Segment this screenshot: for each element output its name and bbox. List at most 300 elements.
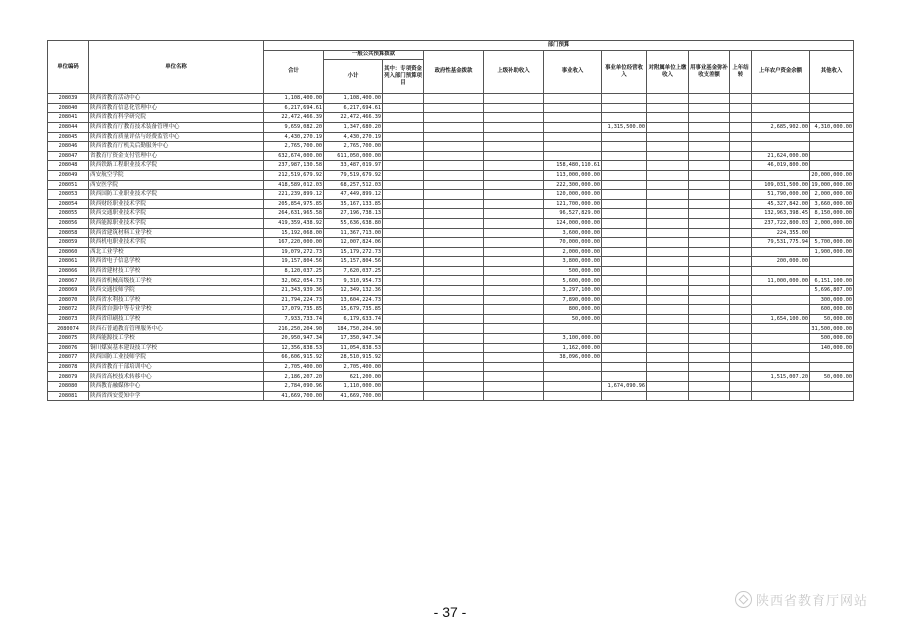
cell-total: 632,674,000.00 [264,151,324,161]
cell-career-income [544,391,602,401]
cell-unit-code: 208053 [48,190,89,200]
cell-subtotal: 621,200.00 [324,372,383,382]
cell-total: 1,108,400.00 [264,94,324,104]
cell-last-year-funds [752,94,810,104]
cell-career-operating [602,94,647,104]
cell-total: 41,669,700.00 [264,391,324,401]
cell-career-income [544,362,602,372]
cell-superior-subsidy [484,209,544,219]
cell-last-year-funds: 11,000,000.00 [752,276,810,286]
cell-unit-code: 208041 [48,113,89,123]
cell-special [383,247,424,257]
cell-last-year-funds [752,266,810,276]
cell-fund-subsidy [689,257,730,267]
cell-unit-name: 陕西省印刷技工学校 [89,314,264,324]
cell-unit-name: 陕西省机械高级技工学校 [89,276,264,286]
table-row [48,362,854,372]
cell-affiliate-income [647,94,689,104]
cell-career-operating [602,132,647,142]
cell-unit-name: 陕西省水利技工学校 [89,295,264,305]
cell-carryover [730,228,752,238]
cell-gov-fund [424,305,484,315]
cell-career-income: 120,000,000.00 [544,190,602,200]
cell-special [383,266,424,276]
cell-carryover [730,391,752,401]
cell-unit-code: 208046 [48,142,89,152]
cell-affiliate-income [647,142,689,152]
cell-other-income: 8,150,000.00 [810,209,854,219]
cell-unit-name: 陕西省教育干部培训中心 [89,362,264,372]
table-row [48,257,854,267]
cell-affiliate-income [647,334,689,344]
cell-last-year-funds [752,391,810,401]
cell-other-income [810,391,854,401]
cell-total: 2,186,207.20 [264,372,324,382]
table-row [48,94,854,104]
cell-superior-subsidy [484,170,544,180]
cell-fund-subsidy [689,314,730,324]
cell-career-operating [602,142,647,152]
cell-special [383,391,424,401]
cell-total: 4,430,270.19 [264,132,324,142]
cell-fund-subsidy [689,353,730,363]
cell-fund-subsidy [689,372,730,382]
cell-other-income [810,94,854,104]
cell-other-income: 500,000.00 [810,334,854,344]
cell-special [383,218,424,228]
cell-other-income [810,142,854,152]
table-row [48,142,854,152]
cell-unit-name: 西安医学院 [89,180,264,190]
cell-affiliate-income [647,257,689,267]
cell-career-income: 113,000,000.00 [544,170,602,180]
cell-special [383,190,424,200]
cell-unit-code: 208079 [48,372,89,382]
cell-carryover [730,103,752,113]
cell-unit-code: 2080074 [48,324,89,334]
cell-affiliate-income [647,132,689,142]
cell-last-year-funds [752,170,810,180]
cell-subtotal: 1,110,000.00 [324,382,383,392]
cell-total: 21,343,939.36 [264,286,324,296]
cell-superior-subsidy [484,343,544,353]
cell-subtotal: 27,196,738.13 [324,209,383,219]
cell-unit-name: 陕西省自强中等专业学校 [89,305,264,315]
cell-subtotal: 2,765,700.00 [324,142,383,152]
cell-last-year-funds [752,343,810,353]
cell-career-operating [602,180,647,190]
cell-career-income: 96,527,829.00 [544,209,602,219]
cell-fund-subsidy [689,228,730,238]
cell-other-income: 3,660,000.00 [810,199,854,209]
cell-fund-subsidy [689,266,730,276]
cell-superior-subsidy [484,132,544,142]
cell-affiliate-income [647,113,689,123]
cell-total: 212,519,679.92 [264,170,324,180]
cell-carryover [730,113,752,123]
cell-subtotal: 9,310,954.73 [324,276,383,286]
cell-carryover [730,190,752,200]
cell-last-year-funds: 109,031,500.00 [752,180,810,190]
cell-career-income: 50,000.00 [544,314,602,324]
cell-carryover [730,142,752,152]
cell-career-operating [602,276,647,286]
cell-carryover [730,382,752,392]
cell-unit-name: 陕西能源职业技术学院 [89,218,264,228]
cell-subtotal: 41,669,700.00 [324,391,383,401]
table-row [48,238,854,248]
header-other-income: 其他收入 [810,50,854,94]
cell-special [383,372,424,382]
cell-subtotal: 12,349,132.36 [324,286,383,296]
cell-total: 22,472,466.39 [264,113,324,123]
cell-carryover [730,132,752,142]
table-row [48,334,854,344]
cell-subtotal: 15,157,804.56 [324,257,383,267]
cell-other-income: 1,900,000.00 [810,247,854,257]
cell-subtotal: 35,167,133.85 [324,199,383,209]
cell-unit-code: 208061 [48,257,89,267]
cell-other-income: 5,696,807.00 [810,286,854,296]
cell-fund-subsidy [689,142,730,152]
cell-superior-subsidy [484,94,544,104]
cell-unit-code: 208059 [48,238,89,248]
header-career-operating: 事业单位经营收入 [602,50,647,94]
cell-unit-code: 208073 [48,314,89,324]
cell-superior-subsidy [484,266,544,276]
cell-affiliate-income [647,122,689,132]
cell-affiliate-income [647,324,689,334]
cell-unit-code: 208077 [48,353,89,363]
cell-subtotal: 11,367,713.00 [324,228,383,238]
cell-fund-subsidy [689,334,730,344]
cell-fund-subsidy [689,305,730,315]
cell-superior-subsidy [484,113,544,123]
cell-fund-subsidy [689,247,730,257]
cell-carryover [730,161,752,171]
table-row [48,103,854,113]
cell-superior-subsidy [484,142,544,152]
cell-last-year-funds: 224,355.00 [752,228,810,238]
cell-special [383,228,424,238]
cell-career-operating [602,391,647,401]
cell-other-income: 300,000.00 [810,295,854,305]
cell-subtotal: 17,350,947.34 [324,334,383,344]
cell-other-income: 5,700,000.00 [810,238,854,248]
cell-superior-subsidy [484,362,544,372]
cell-career-operating [602,247,647,257]
table-row [48,324,854,334]
table-row [48,113,854,123]
cell-fund-subsidy [689,190,730,200]
cell-unit-code: 208058 [48,228,89,238]
table-header [48,41,854,94]
table-row [48,353,854,363]
cell-career-operating [602,314,647,324]
cell-other-income: 600,000.00 [810,305,854,315]
cell-unit-name: 陕西财经职业技术学院 [89,199,264,209]
cell-career-operating [602,190,647,200]
cell-special [383,180,424,190]
cell-gov-fund [424,276,484,286]
cell-gov-fund [424,382,484,392]
cell-affiliate-income [647,180,689,190]
cell-fund-subsidy [689,180,730,190]
cell-special [383,94,424,104]
cell-career-income [544,372,602,382]
cell-fund-subsidy [689,324,730,334]
cell-last-year-funds [752,353,810,363]
cell-fund-subsidy [689,132,730,142]
cell-unit-name: 陕西省教育厅教育技术装备管理中心 [89,122,264,132]
cell-career-income: 3,600,000.00 [544,228,602,238]
cell-superior-subsidy [484,190,544,200]
cell-career-operating [602,199,647,209]
cell-last-year-funds: 51,790,000.00 [752,190,810,200]
cell-fund-subsidy [689,209,730,219]
cell-total: 8,120,037.25 [264,266,324,276]
cell-last-year-funds: 21,624,000.00 [752,151,810,161]
cell-affiliate-income [647,170,689,180]
header-total: 合计 [264,50,324,94]
cell-career-income [544,324,602,334]
cell-special [383,286,424,296]
cell-career-operating [602,218,647,228]
cell-gov-fund [424,391,484,401]
cell-carryover [730,314,752,324]
cell-special [383,151,424,161]
cell-unit-code: 208076 [48,343,89,353]
cell-career-income: 121,700,000.00 [544,199,602,209]
cell-other-income: 6,151,100.00 [810,276,854,286]
cell-gov-fund [424,122,484,132]
cell-career-operating [602,151,647,161]
cell-total: 20,950,947.34 [264,334,324,344]
cell-superior-subsidy [484,257,544,267]
cell-other-income: 50,000.00 [810,372,854,382]
cell-career-income: 222,300,000.00 [544,180,602,190]
cell-gov-fund [424,103,484,113]
cell-career-income: 800,000.00 [544,305,602,315]
cell-last-year-funds: 132,963,398.45 [752,209,810,219]
cell-last-year-funds [752,286,810,296]
cell-other-income [810,257,854,267]
cell-career-operating [602,353,647,363]
cell-superior-subsidy [484,199,544,209]
cell-total: 205,854,975.85 [264,199,324,209]
table-row [48,190,854,200]
cell-gov-fund [424,199,484,209]
header-special-item: 其中：专项资金列入部门预算项目 [383,60,424,94]
cell-career-income: 3,297,100.00 [544,286,602,296]
cell-career-operating [602,161,647,171]
cell-unit-code: 208047 [48,151,89,161]
table-row [48,170,854,180]
cell-carryover [730,343,752,353]
cell-subtotal: 79,519,679.92 [324,170,383,180]
cell-affiliate-income [647,266,689,276]
cell-gov-fund [424,343,484,353]
cell-unit-name: 陕西省教育活动中心 [89,94,264,104]
cell-special [383,305,424,315]
cell-career-income: 38,096,000.00 [544,353,602,363]
cell-affiliate-income [647,295,689,305]
cell-total: 418,589,012.03 [264,180,324,190]
cell-fund-subsidy [689,295,730,305]
cell-other-income [810,161,854,171]
cell-subtotal: 11,054,838.53 [324,343,383,353]
cell-affiliate-income [647,161,689,171]
cell-unit-code: 208067 [48,276,89,286]
cell-superior-subsidy [484,295,544,305]
cell-unit-name: 陕西铁路工程职业技术学院 [89,161,264,171]
cell-carryover [730,247,752,257]
cell-fund-subsidy [689,276,730,286]
cell-unit-code: 208051 [48,180,89,190]
cell-other-income [810,151,854,161]
cell-unit-name: 陕西省教育信息化管理中心 [89,103,264,113]
cell-unit-name: 铜川煤炭基本建设技工学校 [89,343,264,353]
cell-career-income: 5,600,000.00 [544,276,602,286]
cell-last-year-funds [752,132,810,142]
cell-career-operating [602,266,647,276]
cell-last-year-funds [752,295,810,305]
cell-carryover [730,362,752,372]
cell-gov-fund [424,266,484,276]
table-row [48,151,854,161]
cell-last-year-funds [752,324,810,334]
cell-other-income [810,103,854,113]
cell-unit-code: 208069 [48,286,89,296]
cell-carryover [730,94,752,104]
cell-unit-code: 208048 [48,161,89,171]
cell-other-income: 140,000.00 [810,343,854,353]
cell-total: 19,079,272.73 [264,247,324,257]
cell-special [383,353,424,363]
cell-subtotal: 15,679,735.85 [324,305,383,315]
cell-affiliate-income [647,305,689,315]
cell-total: 237,987,130.58 [264,161,324,171]
cell-total: 2,765,700.00 [264,142,324,152]
table-body [48,94,854,401]
cell-career-operating [602,257,647,267]
cell-career-income [544,132,602,142]
cell-subtotal: 6,217,694.61 [324,103,383,113]
cell-last-year-funds: 237,722,800.03 [752,218,810,228]
cell-unit-code: 208056 [48,218,89,228]
cell-gov-fund [424,218,484,228]
cell-fund-subsidy [689,238,730,248]
cell-subtotal: 28,510,915.92 [324,353,383,363]
cell-fund-subsidy [689,391,730,401]
cell-career-operating: 1,674,090.96 [602,382,647,392]
header-career-income: 事业收入 [544,50,602,94]
cell-career-operating [602,295,647,305]
cell-carryover [730,218,752,228]
cell-career-operating [602,238,647,248]
cell-total: 2,705,400.00 [264,362,324,372]
cell-superior-subsidy [484,324,544,334]
header-dept-budget: 部门预算 [264,41,854,51]
cell-other-income: 50,000.00 [810,314,854,324]
table-row [48,247,854,257]
cell-career-income [544,142,602,152]
cell-career-income: 124,000,000.00 [544,218,602,228]
cell-last-year-funds [752,334,810,344]
cell-unit-name: 陕西省教育质量评估与经费监管中心 [89,132,264,142]
cell-superior-subsidy [484,372,544,382]
cell-last-year-funds: 79,531,775.94 [752,238,810,248]
cell-affiliate-income [647,391,689,401]
cell-carryover [730,305,752,315]
page-number: - 37 - [433,604,467,620]
cell-affiliate-income [647,238,689,248]
cell-special [383,334,424,344]
cell-affiliate-income [647,218,689,228]
cell-affiliate-income [647,228,689,238]
cell-gov-fund [424,324,484,334]
cell-subtotal: 1,347,680.20 [324,122,383,132]
cell-total: 19,157,804.56 [264,257,324,267]
cell-career-operating [602,286,647,296]
cell-carryover [730,238,752,248]
table-row [48,161,854,171]
cell-affiliate-income [647,286,689,296]
cell-career-income: 500,000.00 [544,266,602,276]
cell-superior-subsidy [484,247,544,257]
cell-gov-fund [424,257,484,267]
table-row [48,295,854,305]
cell-gov-fund [424,190,484,200]
cell-carryover [730,353,752,363]
cell-other-income [810,132,854,142]
cell-unit-name: 陕西机电职业技术学院 [89,238,264,248]
cell-affiliate-income [647,247,689,257]
cell-superior-subsidy [484,122,544,132]
cell-fund-subsidy [689,343,730,353]
cell-career-operating: 1,315,500.00 [602,122,647,132]
cell-career-income: 2,000,000.00 [544,247,602,257]
cell-total: 216,250,204.90 [264,324,324,334]
cell-career-income: 158,480,110.61 [544,161,602,171]
cell-last-year-funds [752,142,810,152]
cell-carryover [730,372,752,382]
cell-special [383,238,424,248]
cell-total: 6,217,694.61 [264,103,324,113]
header-unit-code: 单位编码 [48,41,89,94]
table-row [48,314,854,324]
cell-unit-code: 208049 [48,170,89,180]
cell-total: 12,356,838.53 [264,343,324,353]
cell-subtotal: 184,750,204.90 [324,324,383,334]
cell-career-income: 70,000,000.00 [544,238,602,248]
cell-special [383,276,424,286]
cell-unit-code: 208081 [48,391,89,401]
cell-superior-subsidy [484,238,544,248]
cell-unit-name: 陕西省建材技工学校 [89,266,264,276]
cell-unit-name: 陕西省电子信息学校 [89,257,264,267]
cell-gov-fund [424,132,484,142]
cell-superior-subsidy [484,151,544,161]
header-affiliate-income: 对附属单位上缴收入 [647,50,689,94]
cell-unit-code: 208054 [48,199,89,209]
cell-last-year-funds [752,305,810,315]
cell-special [383,362,424,372]
cell-last-year-funds: 200,000.00 [752,257,810,267]
cell-gov-fund [424,362,484,372]
cell-career-income: 3,100,000.00 [544,334,602,344]
cell-last-year-funds [752,362,810,372]
